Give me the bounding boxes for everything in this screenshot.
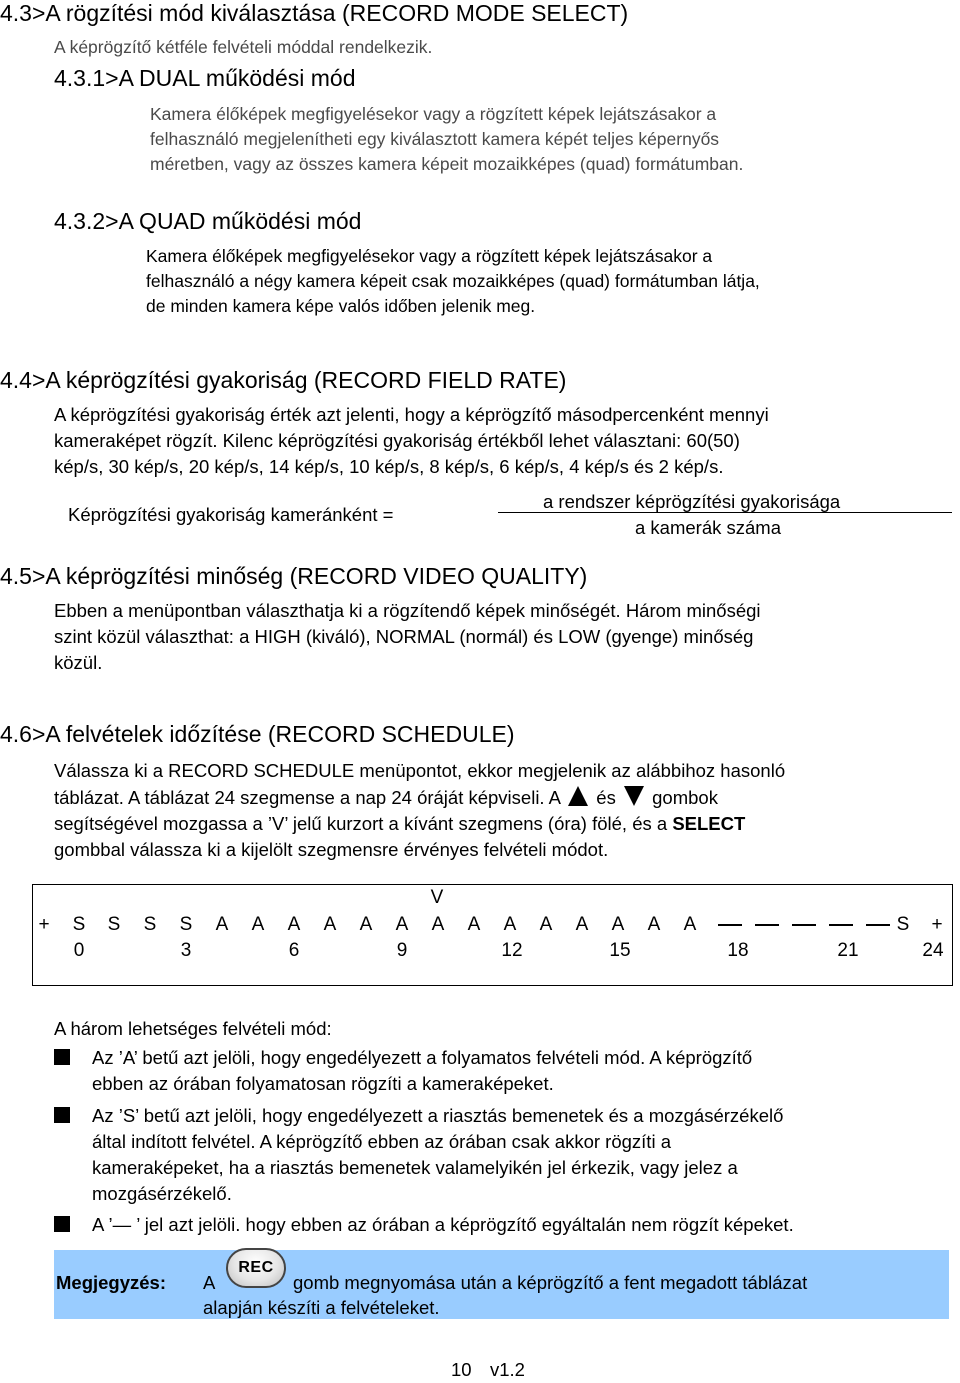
schedule-segment: S [896,914,910,935]
mode-s-line: által indított felvétel. A képrögzítő ebben az órában csak akkor rögzíti a [92,1131,671,1152]
section-4-6-text: és [596,787,616,808]
schedule-segment: A [359,914,373,935]
section-4-3-heading: 4.3>A rögzítési mód kiválasztása (RECORD MODE SELECT) [0,0,629,26]
schedule-hour-label: 12 [501,940,523,961]
section-4-4-line: A képrögzítési gyakoriság érték azt jelenti, hogy a képrögzítő másodpercenként mennyi [54,404,769,425]
mode-a-line: Az ’A’ betű azt jelöli, hogy engedélyezett a folyamatos felvételi mód. A képrögzítő [92,1047,753,1068]
section-4-3-2-heading: 4.3.2>A QUAD működési mód [54,208,362,234]
bullet-square-icon [54,1107,70,1123]
formula-fraction-line [498,512,952,513]
schedule-table [32,884,953,986]
schedule-segment: S [107,914,121,935]
schedule-plus-right: + [931,914,943,935]
section-4-6-text: gombok [652,787,718,808]
schedule-segment: S [72,914,86,935]
schedule-hour-label: 0 [73,940,85,961]
formula-denominator: a kamerák száma [635,517,781,538]
schedule-segment: A [503,914,517,935]
section-4-6-text: segítségével mozgassa a ’V’ jelű kurzort a kívánt szegmens (óra) fölé, és a [54,813,668,834]
section-4-6-line: gombbal válassza ki a kijelölt szegmensre érvényes felvételi módot. [54,839,609,860]
schedule-segment-dash [755,924,779,926]
note-line: gomb megnyomása után a képrögzítő a fent megadott táblázat [293,1272,808,1293]
triangle-up-icon [568,786,588,806]
schedule-cursor: V [430,887,444,908]
schedule-segment: A [467,914,481,935]
section-4-6-line: Válassza ki a RECORD SCHEDULE menüpontot, ekkor megjelenik az alábbihoz hasonló [54,760,786,781]
schedule-segment: S [143,914,157,935]
schedule-hour-label: 3 [180,940,192,961]
rec-button-icon: REC [226,1248,286,1288]
section-4-3-2-line: de minden kamera képe valós időben jelenik meg. [146,296,536,316]
modes-intro: A három lehetséges felvételi mód: [54,1018,332,1039]
section-4-5-heading: 4.5>A képrögzítési minőség (RECORD VIDEO QUALITY) [0,563,588,589]
schedule-segment: A [683,914,697,935]
schedule-segment: A [215,914,229,935]
section-4-4-line: kameraképet rögzít. Kilenc képrögzítési gyakoriság értékből lehet választani: 60(50) [54,430,740,451]
schedule-plus-left: + [38,914,50,935]
section-4-5-line: szint közül választhat: a HIGH (kiváló), NORMAL (normál) és LOW (gyenge) minőség [54,626,754,647]
section-4-3-1-line: Kamera élőképek megfigyelésekor vagy a rögzített képek lejátszásakor a [150,104,717,124]
section-4-6-heading: 4.6>A felvételek időzítése (RECORD SCHEDULE) [0,721,515,747]
schedule-segment: A [611,914,625,935]
section-4-4-line: kép/s, 30 kép/s, 20 kép/s, 14 kép/s, 10 kép/s, 8 kép/s, 6 kép/s, 4 kép/s és 2 kép/s. [54,456,724,477]
page-number: 10 [451,1359,472,1380]
section-4-6-text: táblázat. A táblázat 24 szegmense a nap 24 óráját képviseli. A [54,787,561,808]
schedule-segment: A [431,914,445,935]
schedule-segment: A [323,914,337,935]
section-4-3-intro: A képrögzítő kétféle felvételi móddal rendelkezik. [54,37,433,57]
mode-s-line: mozgásérzékelő. [92,1183,232,1204]
schedule-hour-label: 24 [922,940,944,961]
note-line: alapján készíti a felvételeket. [203,1297,440,1318]
formula-numerator: a rendszer képrögzítési gyakorisága [543,491,841,512]
mode-s-line: Az ’S’ betű azt jelöli, hogy engedélyezett a riasztás bemenetek és a mozgásérzékelő [92,1105,784,1126]
mode-s-line: kameraképeket, ha a riasztás bemenetek valamelyikén jel érkezik, vagy jelez a [92,1157,738,1178]
schedule-segment: S [179,914,193,935]
schedule-segment-dash [829,924,853,926]
section-4-3-1-line: méretben, vagy az összes kamera képeit mozaikképes (quad) formátumban. [150,154,744,174]
mode-a-line: ebben az órában folyamatosan rögzíti a kameraképeket. [92,1073,554,1094]
schedule-segment-dash [718,924,742,926]
schedule-segment: A [395,914,409,935]
schedule-segment: A [647,914,661,935]
note-label: Megjegyzés: [56,1272,167,1293]
bullet-square-icon [54,1049,70,1065]
section-4-4-heading: 4.4>A képrögzítési gyakoriság (RECORD FIELD RATE) [0,367,567,393]
section-4-6-line [54,811,745,837]
triangle-down-icon [624,786,644,806]
schedule-segment: A [287,914,301,935]
schedule-segment: A [575,914,589,935]
section-4-3-2-line: felhasználó a négy kamera képeit csak mozaikképes (quad) formátumban látja, [146,271,760,291]
section-4-5-line: közül. [54,652,103,673]
version: v1.2 [490,1359,525,1380]
mode-dash-line: A ’— ’ jel azt jelöli. hogy ebben az órában a képrögzítő egyáltalán nem rögzít képeket. [92,1214,794,1235]
schedule-segment: A [251,914,265,935]
schedule-hour-label: 15 [609,940,631,961]
schedule-hour-label: 6 [288,940,300,961]
schedule-hour-label: 21 [837,940,859,961]
select-keyword: SELECT [672,813,746,834]
note-pre: A [203,1272,216,1293]
section-4-3-1-heading: 4.3.1>A DUAL működési mód [54,65,356,91]
schedule-segment: A [539,914,553,935]
formula-left: Képrögzítési gyakoriság kameránként = [68,504,394,525]
schedule-segment-dash [866,924,890,926]
schedule-hour-label: 18 [727,940,749,961]
schedule-segment-dash [792,924,816,926]
section-4-6-line [54,785,718,811]
section-4-3-2-line: Kamera élőképek megfigyelésekor vagy a rögzített képek lejátszásakor a [146,246,713,266]
schedule-hour-label: 9 [396,940,408,961]
section-4-5-line: Ebben a menüpontban választhatja ki a rögzítendő képek minőségét. Három minőségi [54,600,761,621]
section-4-3-1-line: felhasználó megjelenítheti egy kiválasztott kamera képét teljes képernyős [150,129,720,149]
bullet-square-icon [54,1216,70,1232]
